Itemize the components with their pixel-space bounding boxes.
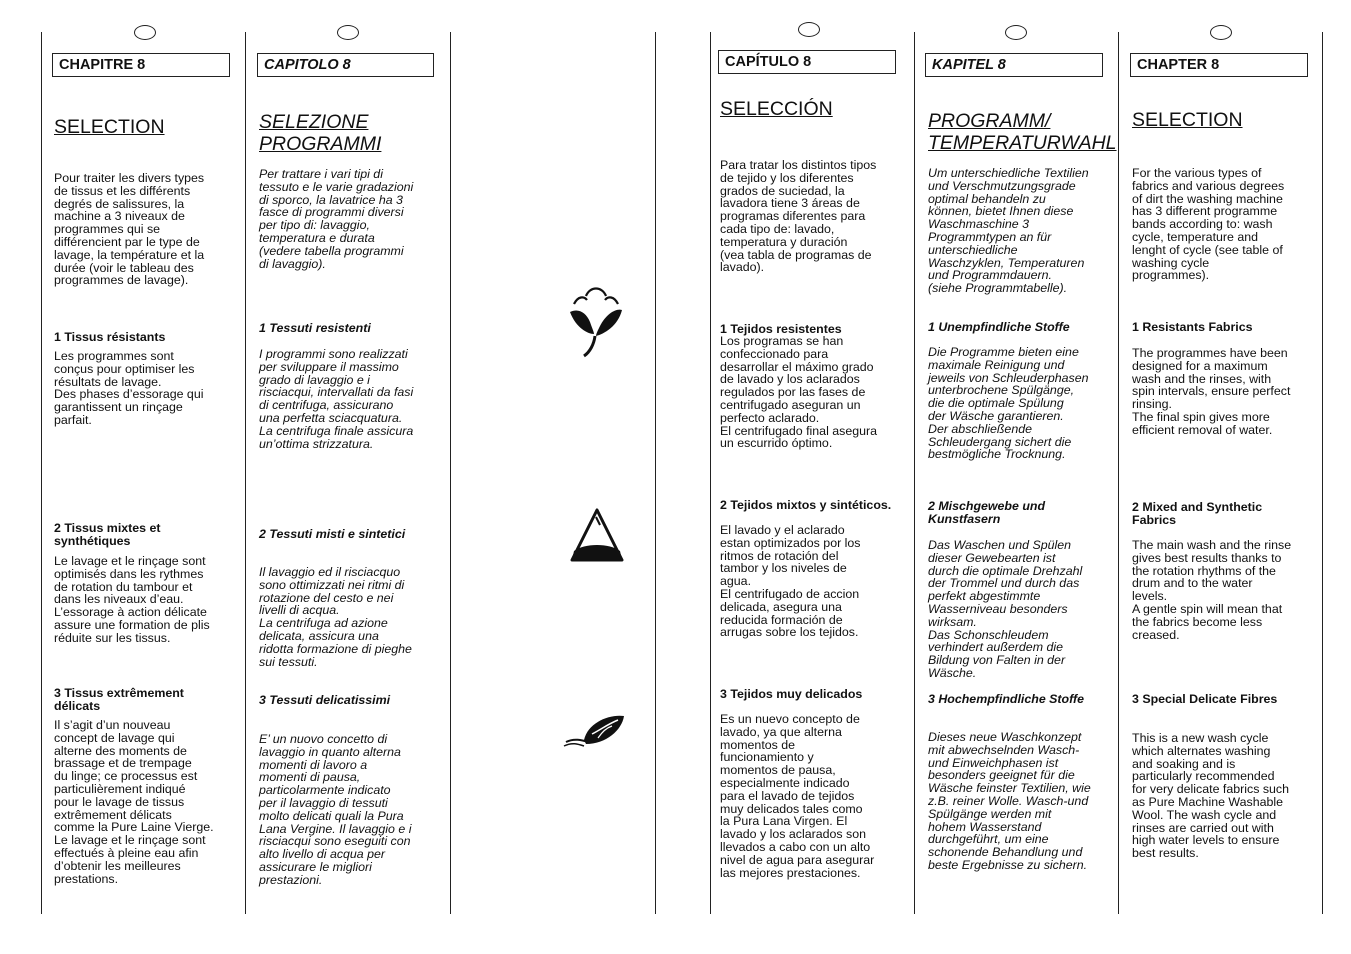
subsection-1-title: 1 Tessuti resistenti bbox=[259, 321, 371, 335]
chapter-heading: KAPITEL 8 bbox=[925, 53, 1103, 77]
intro-text: For the various types of fabrics and various degrees of dirt the washing machine has 3 different programme bands according to: wash cycle, temperature and lenght of cycle (see table of washing cycle programmes). bbox=[1132, 166, 1285, 283]
subsection-3-title: 3 Tissus extrêmement délicats bbox=[54, 686, 184, 713]
subsection-2-title: 2 Tessuti misti e sintetici bbox=[259, 527, 406, 541]
subsection-3-title: 3 Tessuti delicatissimi bbox=[259, 693, 391, 707]
chapter-heading: CHAPTER 8 bbox=[1130, 53, 1308, 77]
subsection-3-text: Il s’agit d’un nouveau concept de lavage qui alterne des moments de brassage et de trempage du linge; ce processus est particulièrement indiqué pour le lavage de tissus extrêmement délicats comme la Pure Laine Vierge. Le lavage et le rinçage sont effectués à pleine eau afin d’obtenir les meilleures prestations. bbox=[54, 718, 214, 886]
synthetic-triangle-icon bbox=[566, 505, 628, 567]
subsection-2-text: Das Waschen und Spülen dieser Gewebearten ist durch die optimale Drehzahl der Trommel und durch das perfekt abgestimmte Wasserniveau besonders wirksam. Das Schonschleudem verhindert außerdem die Bildung von Falten in der Wäsche. bbox=[928, 538, 1083, 680]
subsection-2-text: The main wash and the rinse gives best results thanks to the rotation rhythms of the drum and to the water levels. A gentle spin will mean that the fabrics become less creased. bbox=[1132, 538, 1292, 642]
column-divider bbox=[710, 32, 711, 914]
intro-text: Para tratar los distintos tipos de tejido y los diferentes grados de suciedad, la lavadora tiene 3 áreas de programas diferentes para cada tipo de: lavado, temperatura y duración (vea tabla de programas de lavado). bbox=[720, 158, 877, 275]
subsection-1-text: The programmes have been designed for a maximum wash and the rinses, with spin intervals, ensure perfect rinsing. The final spin gives more efficient removal of water. bbox=[1132, 346, 1291, 437]
section-title: SELECTION bbox=[1132, 109, 1243, 131]
subsection-3-text: This is a new wash cycle which alternates washing and soaking and is particularly recommended for very delicate fabrics such as Pure Machine Washable Wool. The wash cycle and rinses are carried out with high water levels to ensure best results. bbox=[1132, 731, 1290, 861]
subsection-2-title: 2 Mischgewebe und Kunstfasern bbox=[928, 499, 1046, 526]
chapter-heading: CAPÍTULO 8 bbox=[718, 50, 896, 74]
wool-feather-icon bbox=[562, 712, 628, 752]
subsection-3-text: E’ un nuovo concetto di lavaggio in quanto alterna momenti di lavoro a momenti di pausa, particolarmente indicato per il lavaggio di tessuti molto delicati quali la Pura Lana Vergine. Il lavaggio e i risciacqui sono eseguiti con alto livello di acqua per assicurare le migliori prestazioni. bbox=[259, 732, 412, 887]
subsection-1-title: 1 Tejidos resistentes bbox=[720, 322, 842, 336]
subsection-1-text: I programmi sono realizzati per sviluppare il massimo grado di lavaggio e i risciacqui, intervallati da fasi di centrifuga, assicurano una perfetta sciacquatura. La centrifuga finale assicura un’ottima strizzatura. bbox=[259, 347, 414, 451]
column-divider bbox=[655, 32, 656, 914]
chapter-heading: CAPITOLO 8 bbox=[257, 53, 434, 77]
subsection-3-title: 3 Hochempfindliche Stoffe bbox=[928, 692, 1085, 706]
intro-text: Um unterschiedliche Textilien und Verschmutzungsgrade optimal behandeln zu können, bietet Ihnen diese Waschmaschine 3 Programmtypen an für unterschiedliche Waschzyklen, Temperaturen und Programmdauern. (siehe Programmtabelle). bbox=[928, 166, 1089, 296]
subsection-2-title: 2 Tejidos mixtos y sintéticos. bbox=[720, 498, 892, 512]
column-divider bbox=[914, 32, 915, 914]
subsection-2-title: 2 Mixed and Synthetic Fabrics bbox=[1132, 500, 1263, 527]
column-divider bbox=[1118, 32, 1119, 914]
subsection-1-title: 1 Tissus résistants bbox=[54, 330, 166, 344]
column-divider bbox=[245, 32, 246, 914]
subsection-2-text: Il lavaggio ed il risciacquo sono ottimizzati nei ritmi di rotazione del cesto e nei livelli di acqua. La centrifuga ad azione delicata, assicura una ridotta formazione di pieghe sui tessuti. bbox=[259, 565, 412, 669]
page-marker-circle bbox=[1210, 25, 1232, 40]
section-title: PROGRAMM/ TEMPERATURWAHL bbox=[928, 110, 1117, 154]
subsection-1-text: Die Programme bieten eine maximale Reinigung und jeweils von Schleuderphasen unterbrochene Spülgänge, die die optimale Spülung der Wäsche garantieren. Der abschließende Schleudergang sichert die bestmögliche Trocknung. bbox=[928, 345, 1089, 462]
page-marker-circle bbox=[134, 25, 156, 40]
intro-text: Per trattare i vari tipi di tessuto e le varie gradazioni di sporco, la lavatrice ha 3 fasce di programmi diversi per tipo di: lavaggio, temperatura e durata (vedere tabella programmi di lavaggio). bbox=[259, 167, 414, 271]
subsection-3-text: Es un nuevo concepto de lavado, ya que alterna momentos de funcionamiento y momentos de pausa, especialmente indicado para el lavado de tejidos muy delicados tales como la Pura Lana Virgen. El lavado y los aclarados son llevados a cabo con un alto nivel de agua para asegurar las mejores prestaciones. bbox=[720, 712, 875, 880]
intro-text: Pour traiter les divers types de tissus et les différents degrés de salissures, la machine a 3 niveaux de programmes qui se différencient par le type de lavage, la température et la durée (voir le tableau des programmes de lavage). bbox=[54, 171, 205, 288]
column-divider bbox=[450, 32, 451, 914]
subsection-1-title: 1 Resistants Fabrics bbox=[1132, 320, 1253, 334]
cotton-flower-icon bbox=[560, 282, 632, 360]
chapter-heading: CHAPITRE 8 bbox=[52, 53, 230, 77]
section-title: SELECCIÓN bbox=[720, 98, 833, 120]
subsection-2-title: 2 Tissus mixtes et synthétiques bbox=[54, 521, 161, 548]
subsection-2-text: Le lavage et le rinçage sont optimisés dans les rythmes de rotation du tambour et dans les niveaux d’eau. L’essorage à action délicate assure une formation de plis réduite sur les tissus. bbox=[54, 554, 210, 645]
section-title: SELECTION bbox=[54, 116, 165, 138]
page-marker-circle bbox=[1005, 25, 1027, 40]
column-divider bbox=[1322, 32, 1323, 914]
subsection-3-title: 3 Special Delicate Fibres bbox=[1132, 692, 1278, 706]
column-divider bbox=[41, 32, 42, 914]
section-title: SELEZIONE PROGRAMMI bbox=[259, 111, 382, 155]
subsection-3-title: 3 Tejidos muy delicados bbox=[720, 687, 863, 701]
subsection-1-text: Los programas se han confeccionado para desarrollar el máximo grado de lavado y los aclarados regulados por las fases de centrifugado aseguran un perfecto aclarado. El centrifugado final asegura un escurrido óptimo. bbox=[720, 334, 878, 451]
subsection-1-text: Les programmes sont conçus pour optimiser les résultats de lavage. Des phases d’essorage qui garantissent un rinçage parfait. bbox=[54, 349, 204, 427]
page-marker-circle bbox=[337, 25, 359, 40]
page-marker-circle bbox=[798, 22, 820, 37]
subsection-2-text: El lavado y el aclarado estan optimizados por los ritmos de rotación del tambor y los niveles de agua. El centrifugado de accion delicada, asegura una reducida formación de arrugas sobre los tejidos. bbox=[720, 523, 861, 640]
subsection-1-title: 1 Unempfindliche Stoffe bbox=[928, 320, 1070, 334]
subsection-3-text: Dieses neue Waschkonzept mit abwechselnden Wasch- und Einweichphasen ist besonders geeignet für die Wäsche feinster Textilien, wie z.B. reiner Wolle. Wasch-und Spülgänge werden mit hohem Wasserstand durchgeführt, um eine schonende Behandlung und beste Ergebnisse zu sichern. bbox=[928, 730, 1091, 872]
